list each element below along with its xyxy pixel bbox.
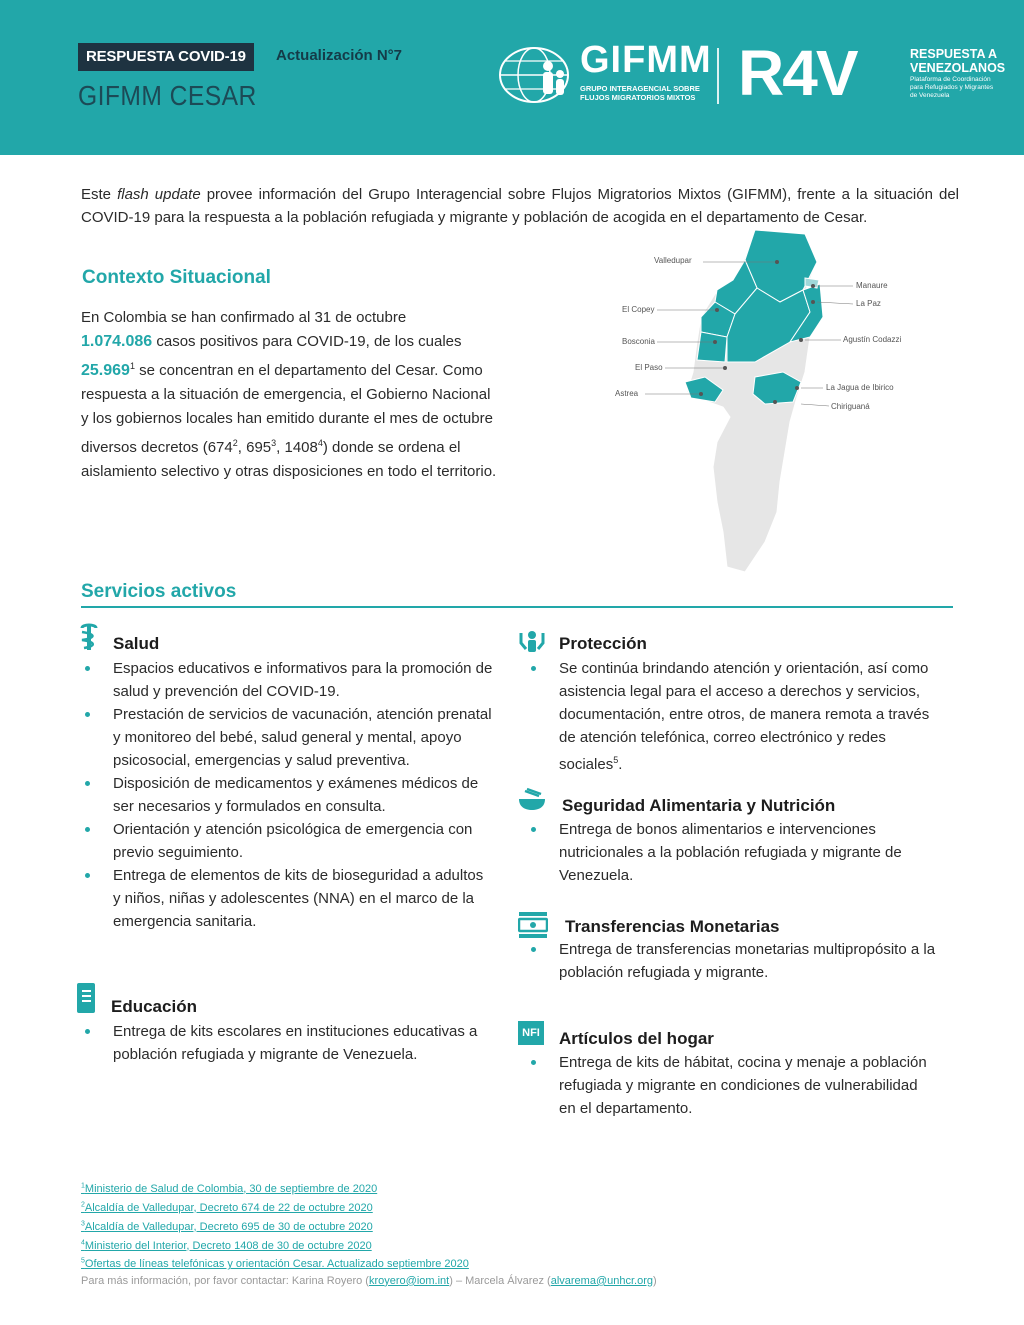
map-label-bosconia: Bosconia (622, 337, 655, 346)
covid-response-tag: RESPUESTA COVID-19 (78, 43, 254, 71)
footnotes (81, 1178, 657, 1289)
list-item: Disposición de medicamentos y exámenes médicos de ser necesarios y formulados en consulta. (81, 772, 493, 818)
list-item: Prestación de servicios de vacunación, atención prenatal y monitoreo del bebé, salud general y mental, apoyo psicosocial, emergencias y salud preventiva. (81, 703, 493, 772)
intro-paragraph: Este flash update provee información del Grupo Interagencial sobre Flujos Migratorios Mixtos (GIFMM), frente a la situación del COVID-19 para la respuesta a la población refugiada y migrante y población de acogida en el departamento de Cesar. (81, 186, 960, 226)
logo-divider (717, 48, 719, 104)
map-label-chiriguana: Chiriguaná (831, 402, 870, 411)
map-label-la-jagua: La Jagua de Ibirico (826, 383, 894, 392)
map-label-valledupar: Valledupar (654, 256, 692, 265)
list-item: Entrega de kits de hábitat, cocina y menaje a población refugiada y migrante en condiciones de vulnerabilidad en el departamento. (527, 1051, 937, 1120)
header-banner (0, 0, 1024, 155)
gifmm-logo-subtitle: GRUPO INTERAGENCIAL SOBRE FLUJOS MIGRATORIOS MIXTOS (580, 84, 700, 102)
services-section-title: Servicios activos (81, 581, 237, 602)
book-icon (76, 982, 96, 1014)
footnote-1[interactable]: $^1$Ministerio de Salud de Colombia, 30 de septiembre de 2020 (81, 1182, 378, 1195)
map-label-astrea: Astrea (615, 389, 639, 398)
footnote-5[interactable]: $^5$Ofertas de líneas telefónicas y orientación Cesar. Actualizado septiembre 2020 (81, 1257, 469, 1271)
page-subtitle: GIFMM CESAR (78, 80, 257, 111)
footnote-3[interactable]: $^3$Alcaldía de Valledupar, Decreto 695 de 30 de octubre 2020 (81, 1219, 373, 1233)
gifmm-logo: GIFMM (580, 39, 712, 81)
protection-icon (519, 629, 545, 655)
map-label-agustin-codazzi: Agustín Codazzi (843, 335, 902, 344)
list-item: Entrega de bonos alimentarios e intervenciones nutricionales a la población refugiada y migrante de Venezuela. (527, 818, 937, 887)
list-item: Espacios educativos e informativos para la promoción de salud y prevención del COVID-19. (81, 657, 493, 703)
r4v-logo: R4V (738, 37, 857, 109)
salud-title: Salud (113, 634, 160, 653)
map-label-el-paso: El Paso (635, 363, 663, 372)
transferencias-title: Transferencias Monetarias (565, 917, 780, 936)
list-item: Entrega de transferencias monetarias multipropósito a la población refugiada y migrante. (527, 938, 937, 984)
contact-email-link-1[interactable]: kroyero@iom.int (368, 1274, 450, 1287)
services-divider (81, 606, 953, 608)
cesar-map-shape (605, 222, 925, 582)
globe-people-icon (498, 44, 576, 106)
update-number: Actualización N°7 (276, 47, 403, 64)
map-label-la-paz: La Paz (856, 299, 881, 308)
articulos-title: Artículos del hogar (559, 1029, 714, 1048)
salud-list (81, 657, 493, 933)
list-item: Entrega de elementos de kits de bioseguridad a adultos y niños, niñas y adolescentes (NNA) en el marco de la emergencia sanitaria. (81, 864, 493, 933)
articulos-list (527, 1051, 937, 1120)
footnote-2[interactable]: $^2$Alcaldía de Valledupar, Decreto 674 de 22 de octubre 2020 (81, 1200, 373, 1214)
food-bowl-icon (517, 787, 547, 811)
nfi-icon: NFI (518, 1021, 544, 1045)
map-label-el-copey: El Copey (622, 305, 655, 314)
seguridad-list (527, 818, 937, 887)
list-item: Orientación y atención psicológica de emergencia con previo seguimiento. (81, 818, 493, 864)
proteccion-list (527, 657, 937, 776)
cesar-map (605, 222, 925, 587)
map-label-manaure: Manaure (856, 281, 888, 290)
r4v-logo-title: RESPUESTA A VENEZOLANOS (910, 47, 1006, 75)
medical-icon (78, 622, 100, 652)
seguridad-title: Seguridad Alimentaria y Nutrición (562, 796, 836, 815)
r4v-logo-subtitle: Plataforma de Coordinación para Refugiados y Migrantes de Venezuela (910, 76, 994, 99)
context-section-title: Contexto Situacional (82, 267, 271, 288)
educacion-title: Educación (111, 997, 197, 1016)
total-cases-value: 1.074.086 (81, 333, 153, 350)
context-paragraph: En Colombia se han confirmado al 31 de octubre 1.074.086 casos positivos para COVID-19, de los cuales 25.969$^1$ se concentran en el departamento del Cesar. Como respuesta a la situación de emergencia, el Gobierno Nacional y los gobiernos locales han emitido durante el mes de octubre diversos decretos ($674^2$, $695^3$, 1408$^4$) donde se ordena el aislamiento selectivo y otras disposiciones en todo el territorio. (81, 309, 497, 480)
footnote-4[interactable]: $^4$Ministerio del Interior, Decreto 1408 de 30 de octubre 2020 (81, 1238, 372, 1252)
contact-line: Para más información, por favor contactar: Karina Royero (kroyero@iom.int) – Marcela Álvarez (alvarema@unhcr.org) (81, 1274, 657, 1287)
list-item: Se continúa brindando atención y orientación, así como asistencia legal para el acceso a derechos y servicios, documentación, entre otros, de manera remota a través de atención telefónica, correo electrónico y redes sociales$^5$. (527, 657, 937, 776)
contact-email-link-2[interactable]: alvarema@unhcr.org (550, 1274, 653, 1287)
list-item: Entrega de kits escolares en instituciones educativas a población refugiada y migrante de Venezuela. (81, 1020, 493, 1066)
cash-icon (518, 910, 548, 940)
department-cases-value: 25.969 (81, 362, 130, 379)
proteccion-title: Protección (559, 634, 647, 653)
transferencias-list (527, 938, 937, 984)
educacion-list (81, 1020, 493, 1066)
